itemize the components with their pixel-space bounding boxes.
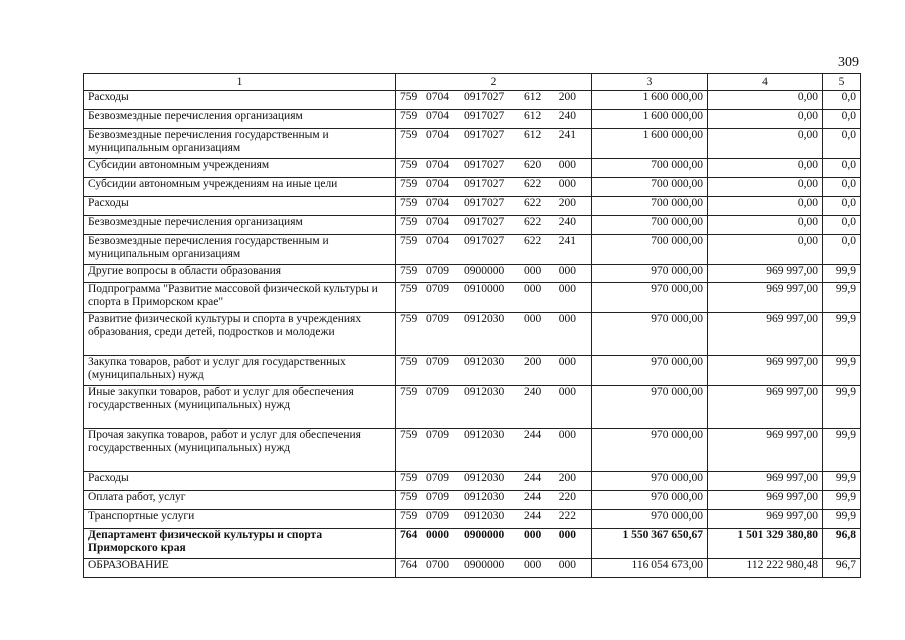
row-codes	[396, 356, 592, 386]
row-c3: 970 000,00	[592, 429, 708, 472]
row-code-4: 244	[524, 429, 542, 441]
table-row	[84, 91, 861, 110]
row-c3: 1 550 367 650,67	[592, 529, 708, 559]
row-c5: 0,0	[823, 178, 861, 197]
row-c3: 970 000,00	[592, 386, 708, 429]
table-row	[84, 265, 861, 283]
row-c3: 970 000,00	[592, 283, 708, 313]
row-code-5: 000	[558, 313, 576, 325]
row-code-3: 0912030	[464, 356, 505, 368]
row-name: Расходы	[84, 197, 396, 216]
row-c4: 969 997,00	[708, 386, 823, 429]
row-code-3: 0912030	[464, 491, 505, 503]
header-col-5: 5	[823, 74, 861, 91]
row-c3: 970 000,00	[592, 472, 708, 491]
row-code-1: 759	[400, 129, 418, 141]
row-c4: 112 222 980,48	[708, 559, 823, 578]
table-row	[84, 429, 861, 472]
row-code-4: 622	[524, 197, 542, 209]
row-code-5: 000	[558, 283, 576, 295]
row-code-1: 759	[400, 110, 418, 122]
row-c3: 700 000,00	[592, 235, 708, 265]
row-code-2: 0704	[426, 178, 449, 190]
page-number: 309	[838, 55, 859, 70]
row-code-2: 0709	[426, 313, 449, 325]
row-code-2: 0704	[426, 129, 449, 141]
row-code-2: 0704	[426, 216, 449, 228]
table-row	[84, 216, 861, 235]
row-code-2: 0704	[426, 159, 449, 171]
row-c5: 0,0	[823, 91, 861, 110]
row-code-4: 620	[524, 159, 542, 171]
row-code-3: 0917027	[464, 178, 505, 190]
row-code-3: 0900000	[464, 265, 505, 277]
row-code-1: 759	[400, 197, 418, 209]
row-c4: 0,00	[708, 178, 823, 197]
row-name: Прочая закупка товаров, работ и услуг для обеспечения государственных (муниципальных) нужд	[84, 429, 396, 472]
row-code-4: 200	[524, 356, 542, 368]
row-code-4: 622	[524, 216, 542, 228]
row-name: Иные закупки товаров, работ и услуг для обеспечения государственных (муниципальных) нужд	[84, 386, 396, 429]
row-code-1: 759	[400, 178, 418, 190]
row-c5: 99,9	[823, 313, 861, 356]
row-c5: 99,9	[823, 491, 861, 510]
row-c3: 970 000,00	[592, 265, 708, 283]
row-code-4: 612	[524, 129, 542, 141]
row-code-3: 0900000	[464, 559, 505, 571]
row-c4: 0,00	[708, 216, 823, 235]
row-name: Департамент физической культуры и спорта Приморского края	[84, 529, 396, 559]
row-c4: 1 501 329 380,80	[708, 529, 823, 559]
row-codes	[396, 313, 592, 356]
row-code-4: 000	[524, 559, 542, 571]
row-code-2: 0709	[426, 386, 449, 398]
budget-table	[83, 73, 861, 578]
row-c4: 0,00	[708, 197, 823, 216]
row-code-5: 222	[558, 510, 576, 522]
row-code-5: 000	[558, 265, 576, 277]
row-codes	[396, 283, 592, 313]
row-code-5: 000	[558, 429, 576, 441]
row-code-3: 0912030	[464, 472, 505, 484]
row-code-2: 0709	[426, 429, 449, 441]
table-row	[84, 529, 861, 559]
row-name: Развитие физической культуры и спорта в учреждениях образования, среди детей, подростков и молодежи	[84, 313, 396, 356]
row-codes	[396, 235, 592, 265]
row-code-5: 200	[558, 91, 576, 103]
row-codes	[396, 510, 592, 529]
table-row	[84, 178, 861, 197]
row-c5: 99,9	[823, 265, 861, 283]
table-row	[84, 159, 861, 178]
table-row	[84, 197, 861, 216]
table-row	[84, 129, 861, 159]
table-row	[84, 110, 861, 129]
row-c3: 700 000,00	[592, 216, 708, 235]
row-c3: 700 000,00	[592, 197, 708, 216]
header-col-2: 2	[396, 74, 592, 91]
row-code-2: 0709	[426, 472, 449, 484]
row-code-5: 000	[558, 386, 576, 398]
row-codes	[396, 265, 592, 283]
row-code-2: 0704	[426, 110, 449, 122]
row-c3: 1 600 000,00	[592, 129, 708, 159]
row-code-3: 0917027	[464, 216, 505, 228]
row-code-1: 759	[400, 356, 418, 368]
row-name: Подпрограмма "Развитие массовой физической культуры и спорта в Приморском крае"	[84, 283, 396, 313]
row-name: Другие вопросы в области образования	[84, 265, 396, 283]
row-c5: 0,0	[823, 110, 861, 129]
row-code-1: 759	[400, 472, 418, 484]
row-c5: 0,0	[823, 235, 861, 265]
row-code-4: 244	[524, 491, 542, 503]
row-code-1: 759	[400, 429, 418, 441]
row-codes	[396, 129, 592, 159]
row-code-4: 244	[524, 472, 542, 484]
table-row	[84, 510, 861, 529]
row-name: Безвозмездные перечисления организациям	[84, 110, 396, 129]
row-code-3: 0912030	[464, 313, 505, 325]
row-code-3: 0917027	[464, 129, 505, 141]
table-body	[84, 91, 861, 578]
row-code-5: 241	[558, 129, 576, 141]
row-c3: 700 000,00	[592, 159, 708, 178]
row-code-4: 000	[524, 313, 542, 325]
row-name: Транспортные услуги	[84, 510, 396, 529]
row-code-1: 764	[400, 529, 418, 541]
row-c5: 0,0	[823, 129, 861, 159]
row-c4: 969 997,00	[708, 283, 823, 313]
row-c4: 0,00	[708, 129, 823, 159]
row-c5: 0,0	[823, 216, 861, 235]
row-code-1: 759	[400, 265, 418, 277]
row-code-1: 759	[400, 159, 418, 171]
row-name: Субсидии автономным учреждениям на иные цели	[84, 178, 396, 197]
row-code-5: 220	[558, 491, 576, 503]
row-c5: 99,9	[823, 386, 861, 429]
row-code-3: 0917027	[464, 197, 505, 209]
row-c4: 0,00	[708, 91, 823, 110]
row-codes	[396, 197, 592, 216]
row-codes	[396, 216, 592, 235]
row-code-2: 0704	[426, 197, 449, 209]
row-code-4: 000	[524, 265, 542, 277]
row-name: Закупка товаров, работ и услуг для государственных (муниципальных) нужд	[84, 356, 396, 386]
row-codes	[396, 529, 592, 559]
row-c4: 969 997,00	[708, 510, 823, 529]
row-c5: 99,9	[823, 429, 861, 472]
row-code-2: 0709	[426, 491, 449, 503]
table-row	[84, 386, 861, 429]
row-code-5: 240	[558, 110, 576, 122]
row-codes	[396, 110, 592, 129]
row-c3: 970 000,00	[592, 510, 708, 529]
row-codes	[396, 91, 592, 110]
row-code-4: 240	[524, 386, 542, 398]
row-c4: 0,00	[708, 159, 823, 178]
row-code-2: 0709	[426, 265, 449, 277]
row-c3: 970 000,00	[592, 313, 708, 356]
row-codes	[396, 386, 592, 429]
row-c4: 969 997,00	[708, 472, 823, 491]
row-c5: 99,9	[823, 283, 861, 313]
row-code-5: 240	[558, 216, 576, 228]
row-name: Расходы	[84, 91, 396, 110]
row-name: Оплата работ, услуг	[84, 491, 396, 510]
header-row	[84, 74, 861, 91]
row-c5: 99,9	[823, 472, 861, 491]
row-code-2: 0709	[426, 356, 449, 368]
row-code-2: 0704	[426, 91, 449, 103]
table-row	[84, 283, 861, 313]
row-codes	[396, 491, 592, 510]
row-c4: 969 997,00	[708, 265, 823, 283]
row-code-3: 0912030	[464, 386, 505, 398]
row-code-3: 0900000	[464, 529, 505, 541]
row-code-4: 622	[524, 178, 542, 190]
row-codes	[396, 429, 592, 472]
row-c3: 1 600 000,00	[592, 91, 708, 110]
table-row	[84, 235, 861, 265]
row-c5: 0,0	[823, 197, 861, 216]
row-code-3: 0917027	[464, 110, 505, 122]
row-code-1: 764	[400, 559, 418, 571]
row-c4: 969 997,00	[708, 429, 823, 472]
row-code-4: 622	[524, 235, 542, 247]
row-code-5: 241	[558, 235, 576, 247]
row-code-3: 0917027	[464, 159, 505, 171]
row-codes	[396, 159, 592, 178]
row-c4: 0,00	[708, 110, 823, 129]
header-col-4: 4	[708, 74, 823, 91]
row-code-1: 759	[400, 283, 418, 295]
row-name: Безвозмездные перечисления государственным и муниципальным организациям	[84, 129, 396, 159]
row-c3: 970 000,00	[592, 356, 708, 386]
row-code-4: 244	[524, 510, 542, 522]
row-name: Безвозмездные перечисления государственным и муниципальным организациям	[84, 235, 396, 265]
row-c4: 969 997,00	[708, 356, 823, 386]
row-code-3: 0912030	[464, 429, 505, 441]
row-code-1: 759	[400, 235, 418, 247]
row-c5: 96,7	[823, 559, 861, 578]
row-c5: 99,9	[823, 356, 861, 386]
row-c3: 970 000,00	[592, 491, 708, 510]
row-code-1: 759	[400, 216, 418, 228]
row-code-5: 200	[558, 197, 576, 209]
row-c4: 969 997,00	[708, 491, 823, 510]
row-code-3: 0910000	[464, 283, 505, 295]
row-code-4: 612	[524, 110, 542, 122]
row-code-4: 000	[524, 283, 542, 295]
row-codes	[396, 559, 592, 578]
table-row	[84, 491, 861, 510]
row-code-4: 612	[524, 91, 542, 103]
row-code-1: 759	[400, 491, 418, 503]
row-c3: 1 600 000,00	[592, 110, 708, 129]
row-code-1: 759	[400, 510, 418, 522]
row-c5: 99,9	[823, 510, 861, 529]
row-code-3: 0917027	[464, 91, 505, 103]
row-c3: 700 000,00	[592, 178, 708, 197]
header-col-3: 3	[592, 74, 708, 91]
row-code-2: 0709	[426, 283, 449, 295]
row-code-5: 000	[558, 529, 576, 541]
row-code-3: 0912030	[464, 510, 505, 522]
table-row	[84, 356, 861, 386]
table-row	[84, 313, 861, 356]
row-code-1: 759	[400, 386, 418, 398]
table-row	[84, 559, 861, 578]
header-col-1: 1	[84, 74, 396, 91]
row-name: Безвозмездные перечисления организациям	[84, 216, 396, 235]
table-row	[84, 472, 861, 491]
row-code-2: 0700	[426, 559, 449, 571]
row-c4: 969 997,00	[708, 313, 823, 356]
row-code-2: 0709	[426, 510, 449, 522]
row-c5: 96,8	[823, 529, 861, 559]
row-code-1: 759	[400, 91, 418, 103]
row-codes	[396, 472, 592, 491]
row-code-5: 200	[558, 472, 576, 484]
row-code-5: 000	[558, 159, 576, 171]
row-c3: 116 054 673,00	[592, 559, 708, 578]
row-code-4: 000	[524, 529, 542, 541]
row-code-5: 000	[558, 178, 576, 190]
row-name: Субсидии автономным учреждениям	[84, 159, 396, 178]
row-name: Расходы	[84, 472, 396, 491]
row-code-3: 0917027	[464, 235, 505, 247]
row-code-2: 0704	[426, 235, 449, 247]
row-c4: 0,00	[708, 235, 823, 265]
row-name: ОБРАЗОВАНИЕ	[84, 559, 396, 578]
row-codes	[396, 178, 592, 197]
row-code-2: 0000	[426, 529, 449, 541]
row-code-1: 759	[400, 313, 418, 325]
row-c5: 0,0	[823, 159, 861, 178]
row-code-5: 000	[558, 559, 576, 571]
row-code-5: 000	[558, 356, 576, 368]
